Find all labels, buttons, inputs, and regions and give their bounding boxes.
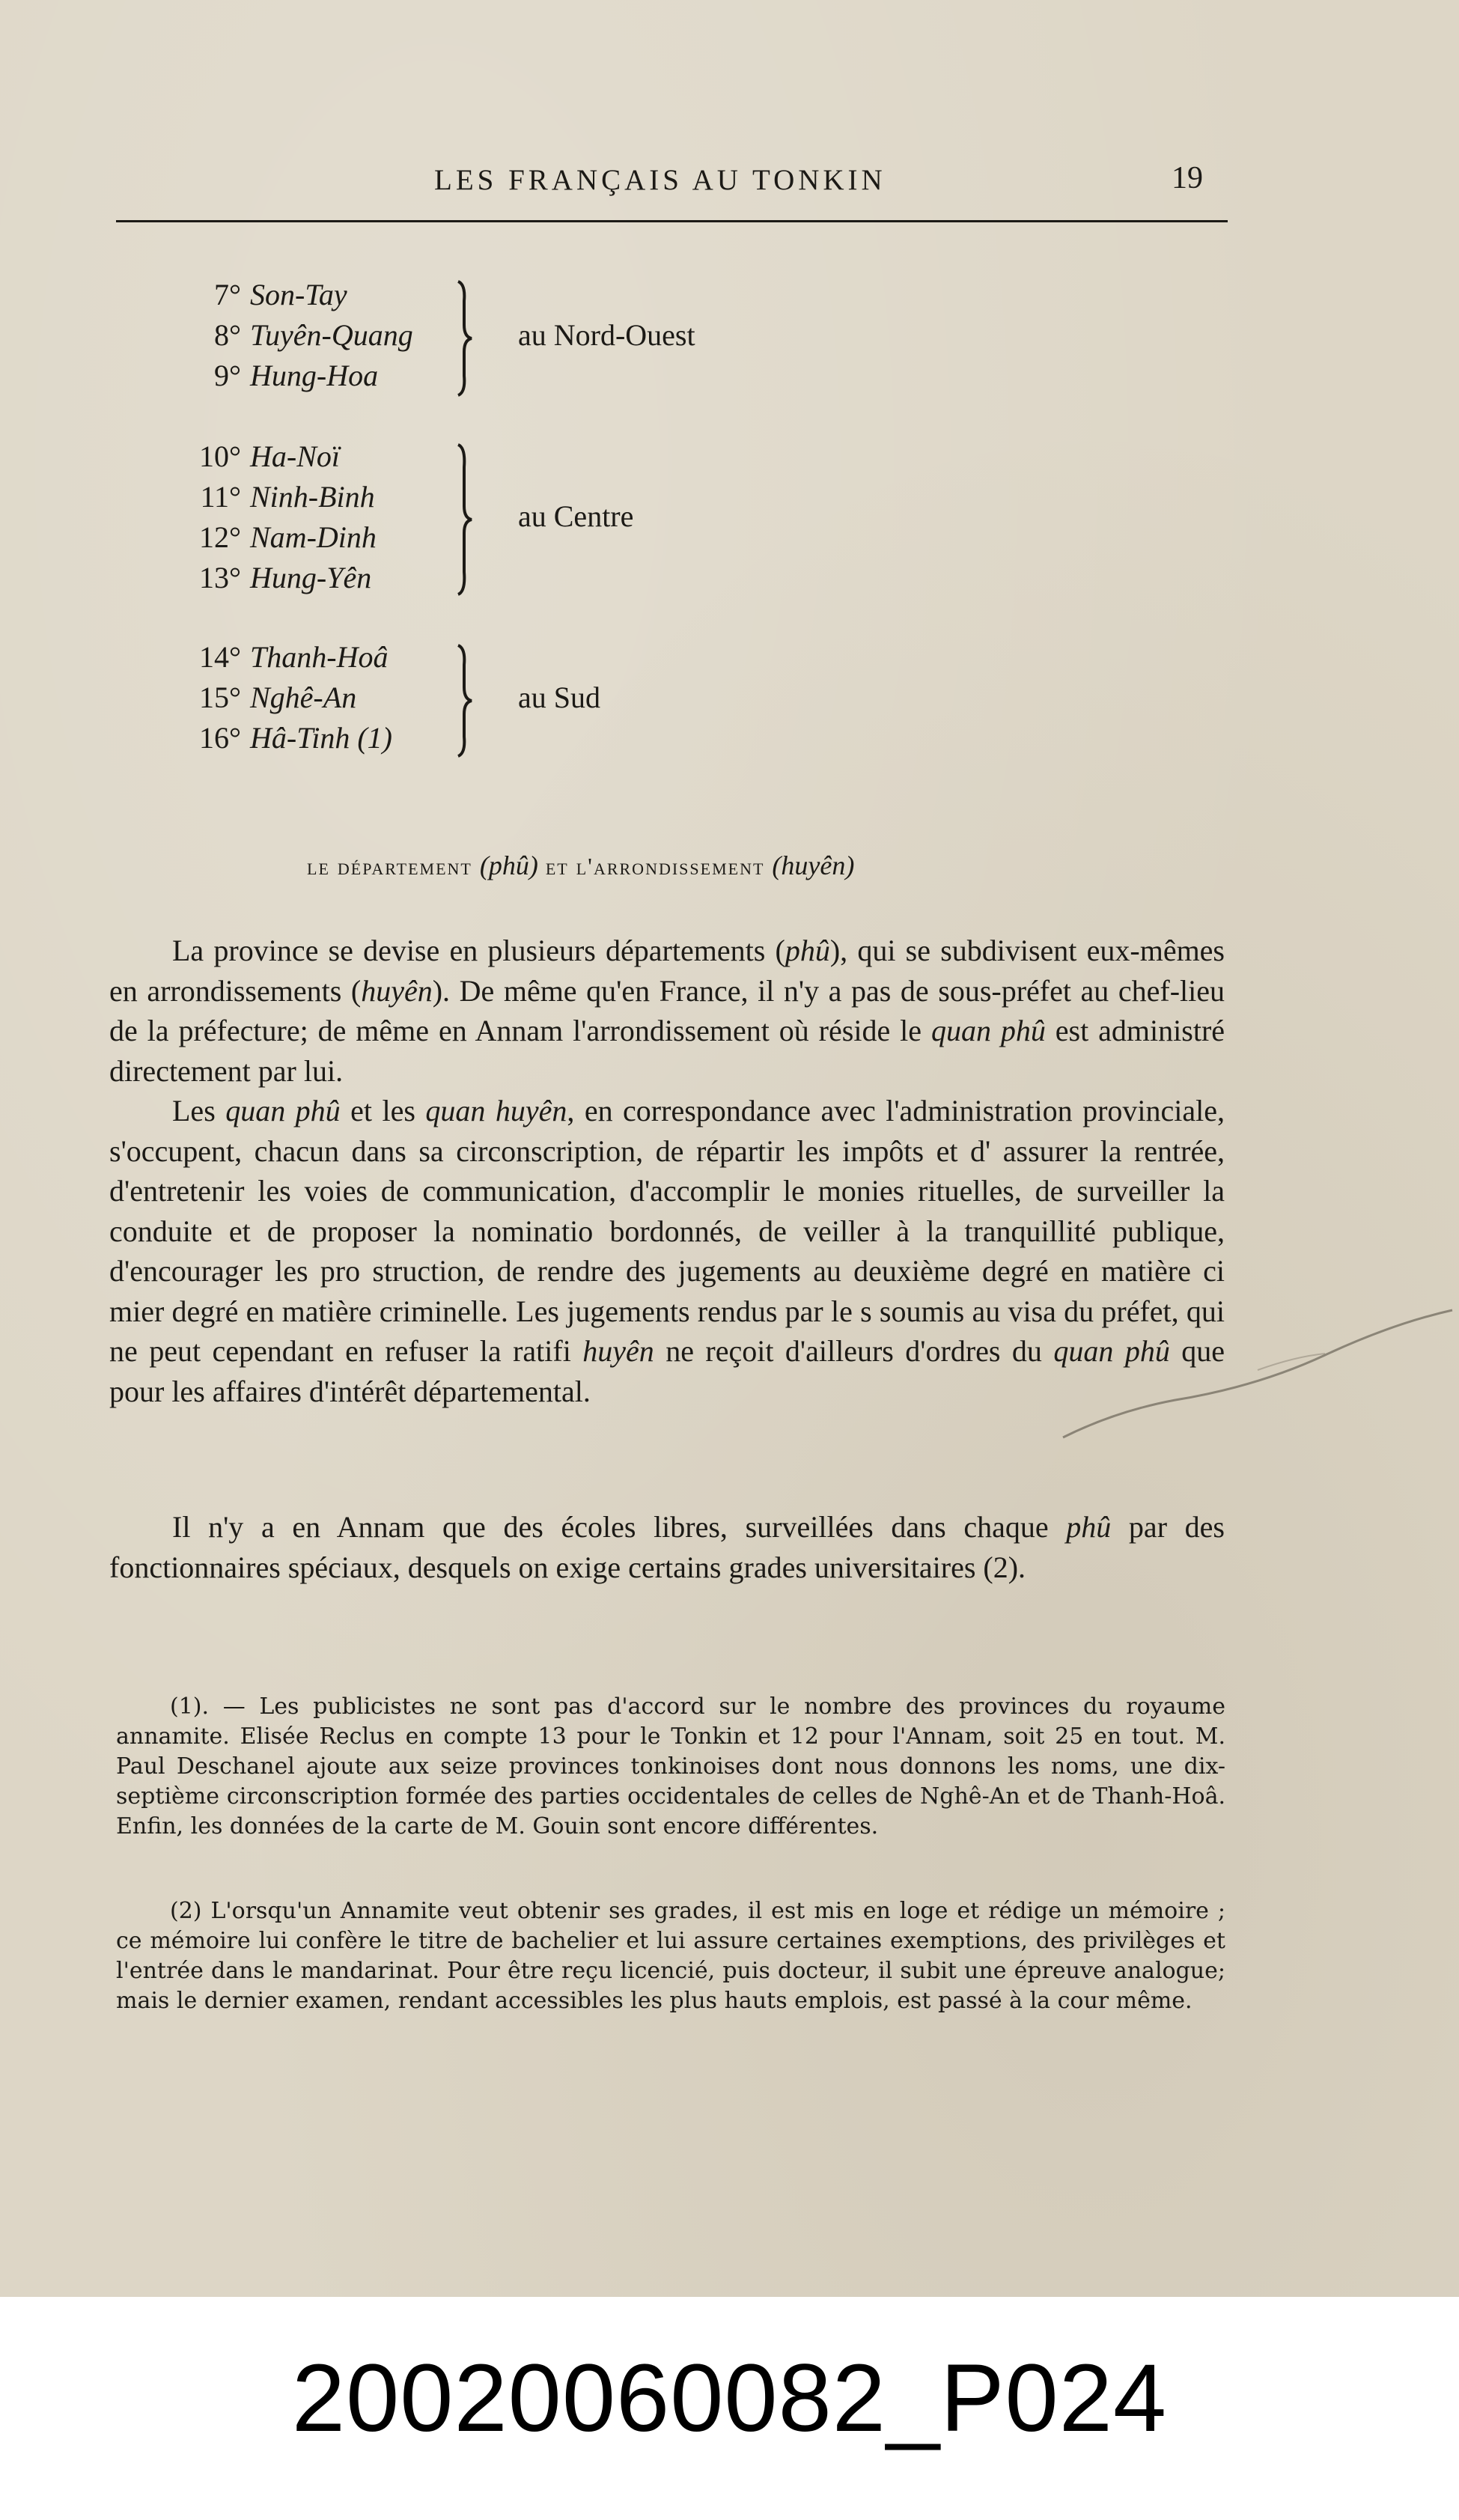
province-number: 12° (199, 520, 241, 554)
province-number: 16° (199, 721, 241, 755)
section-heading (307, 850, 854, 881)
province-name: Ninh-Binh (250, 480, 375, 514)
province-row (180, 277, 347, 317)
heading-text: et l'arrondissement (545, 853, 765, 880)
province-name: Nghê-An (250, 681, 357, 714)
footnote-text: (2) L'orsqu'un Annamite veut obtenir ses grades, il est mis en loge et rédige un mémoire ; ce mémoire lui confère le titre de bachelier et lui assure certaines exemptions, des privilèges et l'entrée dans le mandarinat. Pour être reçu licencié, puis docteur, il subit une épreuve analogue; mais le dernier examen, rendant accessibles les plus hauts emplois, est passé à la cour même. (116, 1898, 1225, 2014)
region-label: au Nord-Ouest (518, 318, 695, 352)
running-head: LES FRANÇAIS AU TONKIN (434, 164, 886, 196)
province-number: 10° (199, 439, 241, 473)
province-row (180, 479, 375, 520)
body-text-block (109, 1507, 1225, 1587)
province-row (180, 560, 371, 600)
province-number: 7° (214, 278, 241, 311)
province-row (180, 358, 378, 398)
heading-text: le département (307, 853, 472, 880)
italic-term: huyên (361, 973, 433, 1008)
text-run: La province se devise en plusieurs départements ( (172, 934, 785, 967)
italic-term: huyên (582, 1334, 654, 1368)
footnote-1 (116, 1692, 1225, 1842)
heading-term: (phû) (479, 850, 538, 880)
curly-brace-icon (449, 442, 479, 597)
heading-term: (huyên) (772, 850, 855, 880)
province-row (180, 439, 340, 479)
paragraph (109, 1507, 1225, 1587)
province-number: 15° (199, 681, 241, 714)
footnote-2 (116, 1896, 1225, 2016)
text-run: que pour les affaires d'intérêt départemental. (109, 1334, 1225, 1408)
page-number: 19 (1172, 161, 1203, 195)
italic-term: phû (1066, 1510, 1112, 1544)
province-number: 14° (199, 640, 241, 674)
text-run: , en correspondance avec l'administration provinciale, s'occupent, chacun dans sa circonscription, de répartir les impôts et d' assurer la rentrée, d'entretenir les voies de communication, d'accomplir le monies rituelles, de surveiller la conduite et de proposer la nominatio bordonnés, de veiller à la tranquillité publique, d'encourager les pro struction, de rendre des jugements au deuxième degré en matière ci mier degré en matière criminelle. Les jugements rendus par le s soumis au visa du préfet, qui ne peut cependant en refuser la ratifi (109, 1094, 1225, 1368)
province-name: Son-Tay (250, 278, 347, 311)
province-number: 13° (199, 561, 241, 594)
text-run: par des fonctionnaires spéciaux, desquels on exige certains grades universitaires (2). (109, 1510, 1225, 1584)
text-run: ), qui se subdivisent eux-mêmes en arrondissements ( (109, 934, 1225, 1008)
text-run: ). De même qu'en France, il n'y a pas de sous-préfet au chef-lieu de la préfecture; de même en Annam l'arrondissement où réside le (109, 973, 1225, 1047)
paragraph (109, 931, 1225, 1091)
italic-term: quan phû (225, 1094, 341, 1127)
province-row (180, 520, 377, 560)
curly-brace-icon (449, 642, 479, 759)
italic-term: quan phû (930, 1014, 1046, 1047)
province-name: Thanh-Hoâ (250, 640, 389, 674)
region-label: au Centre (518, 499, 634, 533)
province-row (180, 639, 388, 680)
province-name: Hung-Yên (250, 561, 372, 594)
italic-term: phû (785, 934, 830, 967)
province-row (180, 720, 392, 761)
footnote-text: (1). — Les publicistes ne sont pas d'accord sur le nombre des provinces du royaume annamite. Elisée Reclus en compte 13 pour le Tonkin et 12 pour l'Annam, soit 25 en tout. M. Paul Deschanel ajoute aux seize provinces tonkinoises dont nous donnons les noms, une dix-septième circonscription formée des parties occidentales de celles de Nghê-An et de Thanh-Hoâ. Enfin, les données de la carte de M. Gouin sont encore différentes. (116, 1693, 1225, 1839)
province-number: 8° (214, 318, 241, 352)
curly-brace-icon (449, 279, 479, 398)
italic-term: quan phû (1053, 1334, 1170, 1368)
paper-tear-mark (973, 1288, 1459, 1452)
italic-term: quan huyên (425, 1094, 567, 1127)
scan-id-caption: 20020060082_P024 (291, 2345, 1168, 2452)
text-run: Il n'y a en Annam que des écoles libres, surveillées dans chaque (172, 1510, 1067, 1544)
province-name: Nam-Dinh (250, 520, 377, 554)
text-run: ne reçoit d'ailleurs d'ordres du (654, 1334, 1054, 1368)
text-run: et les (340, 1094, 426, 1127)
province-name: Hâ-Tinh (1) (250, 721, 392, 755)
header-rule (116, 220, 1228, 222)
province-row (180, 317, 413, 358)
province-row (180, 680, 356, 720)
province-name: Tuyên-Quang (250, 318, 413, 352)
region-label: au Sud (518, 681, 600, 714)
province-name: Ha-Noï (250, 439, 340, 473)
province-number: 11° (200, 480, 241, 514)
province-name: Hung-Hoa (250, 359, 379, 392)
text-run: Les (172, 1094, 226, 1127)
text-run: est administré directement par lui. (109, 1014, 1225, 1088)
province-number: 9° (214, 359, 241, 392)
